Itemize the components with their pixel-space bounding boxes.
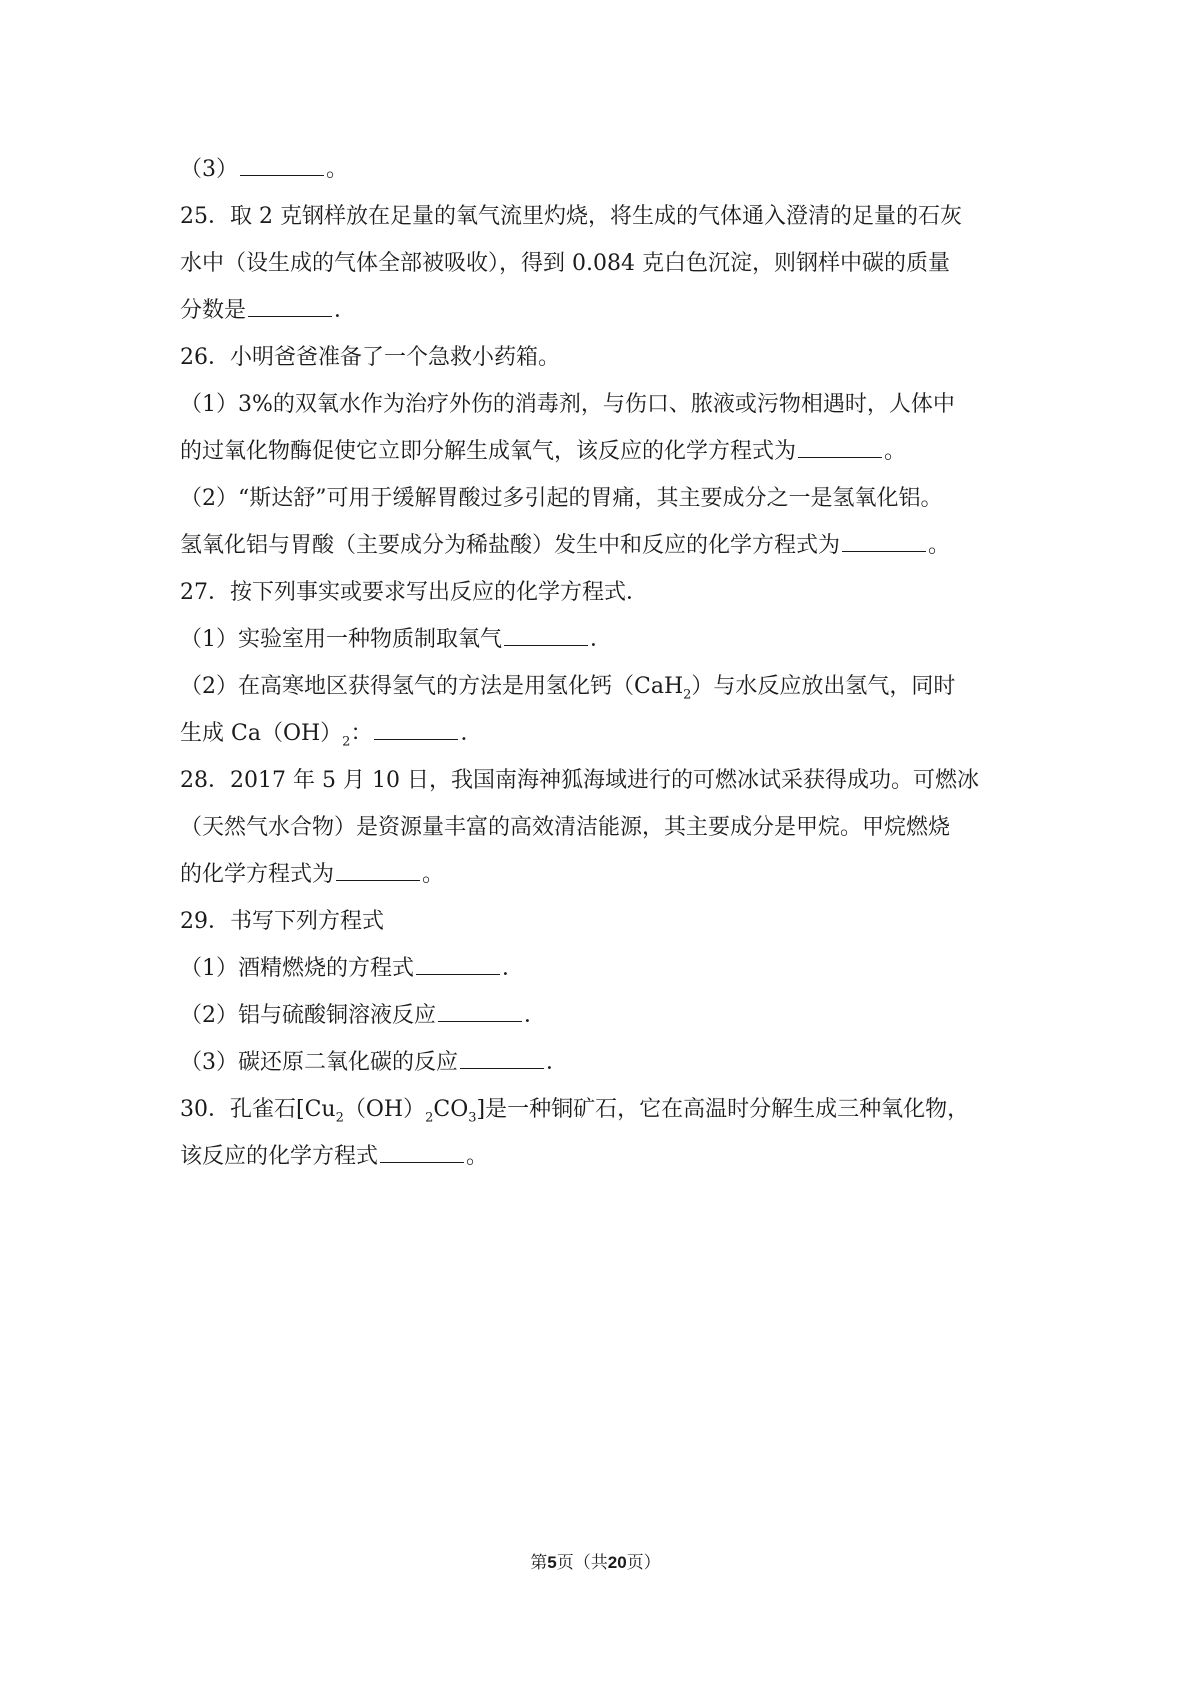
answer-blank[interactable] (460, 1046, 544, 1069)
answer-blank[interactable] (240, 153, 324, 176)
question-text (180, 146, 1020, 1180)
q29-part3: （3）碳还原二氧化碳的反应 ． (180, 1039, 1020, 1086)
answer-blank[interactable] (380, 1140, 464, 1163)
q29-part2: （2）铝与硫酸铜溶液反应 ． (180, 992, 1020, 1039)
q28-line3: 的化学方程式为 。 (180, 851, 1020, 898)
page-number: 5 (547, 1553, 557, 1572)
answer-blank[interactable] (336, 858, 420, 881)
q26-part1-line2: 的过氧化物酶促使它立即分解生成氧气，该反应的化学方程式为 。 (180, 428, 1020, 475)
page-footer: 第5页（共20页） (530, 1553, 661, 1573)
q27-part2-line1: （2）在高寒地区获得氢气的方法是用氢化钙（CaH$_2$）与水反应放出氢气，同时 (180, 674, 956, 703)
q25-line3: 分数是 ． (180, 287, 1020, 334)
answer-blank[interactable] (438, 999, 522, 1022)
answer-blank[interactable] (798, 435, 882, 458)
q30-line2: 该反应的化学方程式 。 (180, 1133, 1020, 1180)
q30-line1: 30．孔雀石$[Cu_2(OH)_2CO_3]$是一种铜矿石，它在高温时分解生成三种氧化物， (180, 1097, 970, 1126)
q27-title: 27．按下列事实或要求写出反应的化学方程式． (180, 580, 648, 605)
answer-blank[interactable] (248, 294, 332, 317)
q28-line1: 28．2017 年 5 月 10 日，我国南海神狐海域进行的可燃冰试采获得成功。可燃冰 (180, 768, 979, 793)
q26-part2-line2: 氢氧化铝与胃酸（主要成分为稀盐酸）发生中和反应的化学方程式为 。 (180, 522, 1020, 569)
answer-blank[interactable] (374, 717, 458, 740)
answer-blank[interactable] (416, 952, 500, 975)
page-total: 20 (607, 1553, 627, 1572)
q28-line2: （天然气水合物）是资源量丰富的高效清洁能源，其主要成分是甲烷。甲烷燃烧 (180, 815, 951, 840)
answer-blank[interactable] (504, 623, 588, 646)
q24-part3: （3） 。 (180, 146, 1020, 193)
q26-part2-line1: （2）“斯达舒”可用于缓解胃酸过多引起的胃痛，其主要成分之一是氢氧化铝。 (180, 486, 943, 511)
q27-part2-line2: 生成 $Ca(OH)_2$： ． (180, 710, 1020, 757)
q25-line1: 25．取 2 克钢样放在足量的氧气流里灼烧，将生成的气体通入澄清的足量的石灰 (180, 204, 962, 229)
q27-part1: （1）实验室用一种物质制取氧气 ． (180, 616, 1020, 663)
q26-title: 26．小明爸爸准备了一个急救小药箱。 (180, 345, 560, 370)
q25-line2: 水中（设生成的气体全部被吸收），得到 0.084 克白色沉淀，则钢样中碳的质量 (180, 251, 950, 276)
q29-part1: （1）酒精燃烧的方程式 ． (180, 945, 1020, 992)
q29-title: 29．书写下列方程式 (180, 909, 384, 934)
q26-part1-line1: （1）3%的双氧水作为治疗外伤的消毒剂，与伤口、脓液或污物相遇时，人体中 (180, 392, 955, 417)
answer-blank[interactable] (842, 529, 926, 552)
